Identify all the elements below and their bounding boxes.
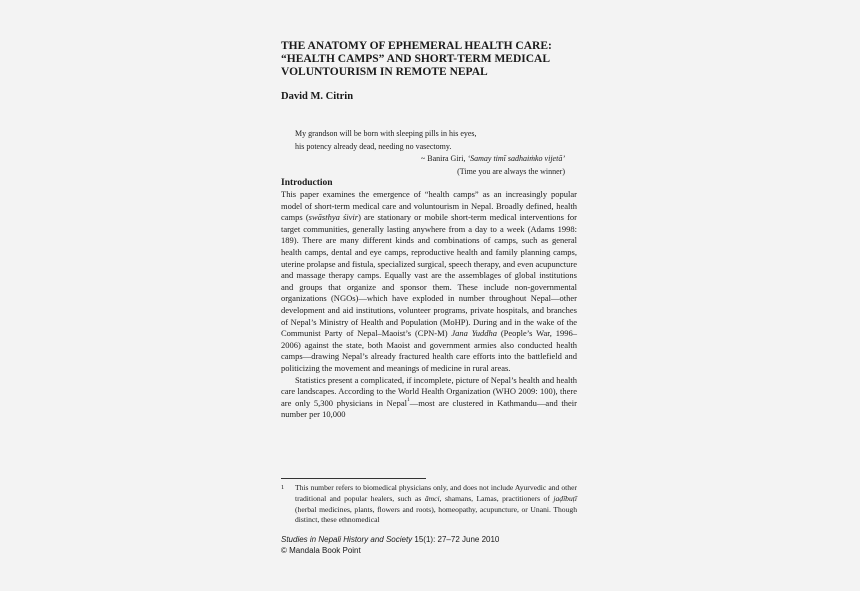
- paragraph-2-part-2: —most are clustered in Kathmandu—and their number per 10,000: [281, 397, 577, 420]
- author-name: David M. Citrin: [281, 91, 354, 102]
- footnote-part-3: (herbal medicines, plants, flowers and roots), homeopathy, acupuncture, or Unani. Though distinct, these ethnomedical: [295, 504, 577, 525]
- publisher: © Mandala Book Point: [281, 546, 361, 555]
- epigraph-line-2: his potency already dead, needing no vasectomy.: [295, 141, 452, 151]
- footnote-divider: [281, 478, 426, 479]
- section-heading: Introduction: [281, 178, 333, 188]
- footnote-part-1: This number refers to biomedical physicians only, and does not include Ayurvedic and other traditional and popular healers, such as: [295, 483, 577, 503]
- title-line-1: THE ANATOMY OF EPHEMERAL HEALTH CARE:: [281, 40, 552, 52]
- paragraph-2: [281, 375, 577, 421]
- paragraph-1-part-3: (People’s War, 1996–2006) against the state, both Maoist and government armies also conducted health camps—drawing Nepal’s already fractured health care efforts into the battlefield and politicizing the movement and meanings of medicine in rural areas.: [281, 328, 577, 373]
- paragraph-1-part-1: This paper examines the emergence of “health camps” as an increasingly popular model of short-term medical care and voluntourism in Nepal. Broadly defined, health camps (: [281, 189, 577, 223]
- footnote-reference[interactable]: 1: [406, 396, 410, 403]
- journal-details: 15(1): 27–72 June 2010: [412, 535, 500, 544]
- article-title: [281, 40, 601, 79]
- footnote-part-2: , shamans, Lamas, practitioners of: [439, 493, 554, 503]
- body-text: [281, 189, 577, 421]
- footnote-term-1: āmci: [424, 493, 440, 503]
- epigraph-line-1: My grandson will be born with sleeping pills in his eyes,: [295, 129, 477, 138]
- paragraph-1-term: swāsthya śivir: [308, 212, 359, 223]
- epigraph-attribution-prefix: ~ Banira Giri,: [420, 154, 468, 163]
- title-line-3: VOLUNTOURISM IN REMOTE NEPAL: [281, 66, 488, 78]
- paragraph-2-part-1: Statistics present a complicated, if incomplete, picture of Nepal’s health and health care landscapes. According to the World Health Organization (WHO 2009: 100), there are only 5,300 physicians in Nepal: [281, 374, 577, 408]
- title-line-2: “HEALTH CAMPS” AND SHORT-TERM MEDICAL: [281, 53, 551, 65]
- paragraph-1-jana-yuddha: Jana Yuddha: [451, 328, 497, 339]
- footnote-number: 1: [281, 484, 285, 491]
- footnote-text: [295, 483, 577, 526]
- journal-citation: [281, 534, 499, 556]
- footnote: [281, 483, 577, 526]
- epigraph-translation: (Time you are always the winner): [457, 166, 565, 176]
- epigraph: [295, 128, 565, 178]
- footnote-term-2: jaḍībuṭī: [553, 493, 577, 503]
- epigraph-poem-title: ‘Samay timī sadhaiṁko vijetā’: [467, 154, 565, 163]
- epigraph-attribution: [295, 153, 565, 166]
- journal-name: Studies in Nepali History and Society: [281, 535, 413, 544]
- paragraph-1-part-2: ) are stationary or mobile short-term medical interventions for target communities, generally lasting anywhere from a day to a week (Adams 1998: 189). There are many different kinds and combinations of camps, such as general health camps, dental and eye camps, reproductive health and family planning camps, uterine prolapse and fistula, specialized surgical, speech therapy, and even acupuncture and massage therapy camps. Equally vast are the assemblages of global institutions and groups that organize and sponsor them. These include non-governmental organizations (NGOs)—which have exploded in number throughout Nepal—other development and aid institutions, volunteer programs, private hospitals, and branches of Nepal’s Ministry of Health and Population (MoHP). During and in the wake of the Communist Party of Nepal–Maoist’s (CPN-M): [281, 212, 578, 339]
- citation-line-1: [281, 534, 499, 545]
- paragraph-1: [281, 189, 577, 375]
